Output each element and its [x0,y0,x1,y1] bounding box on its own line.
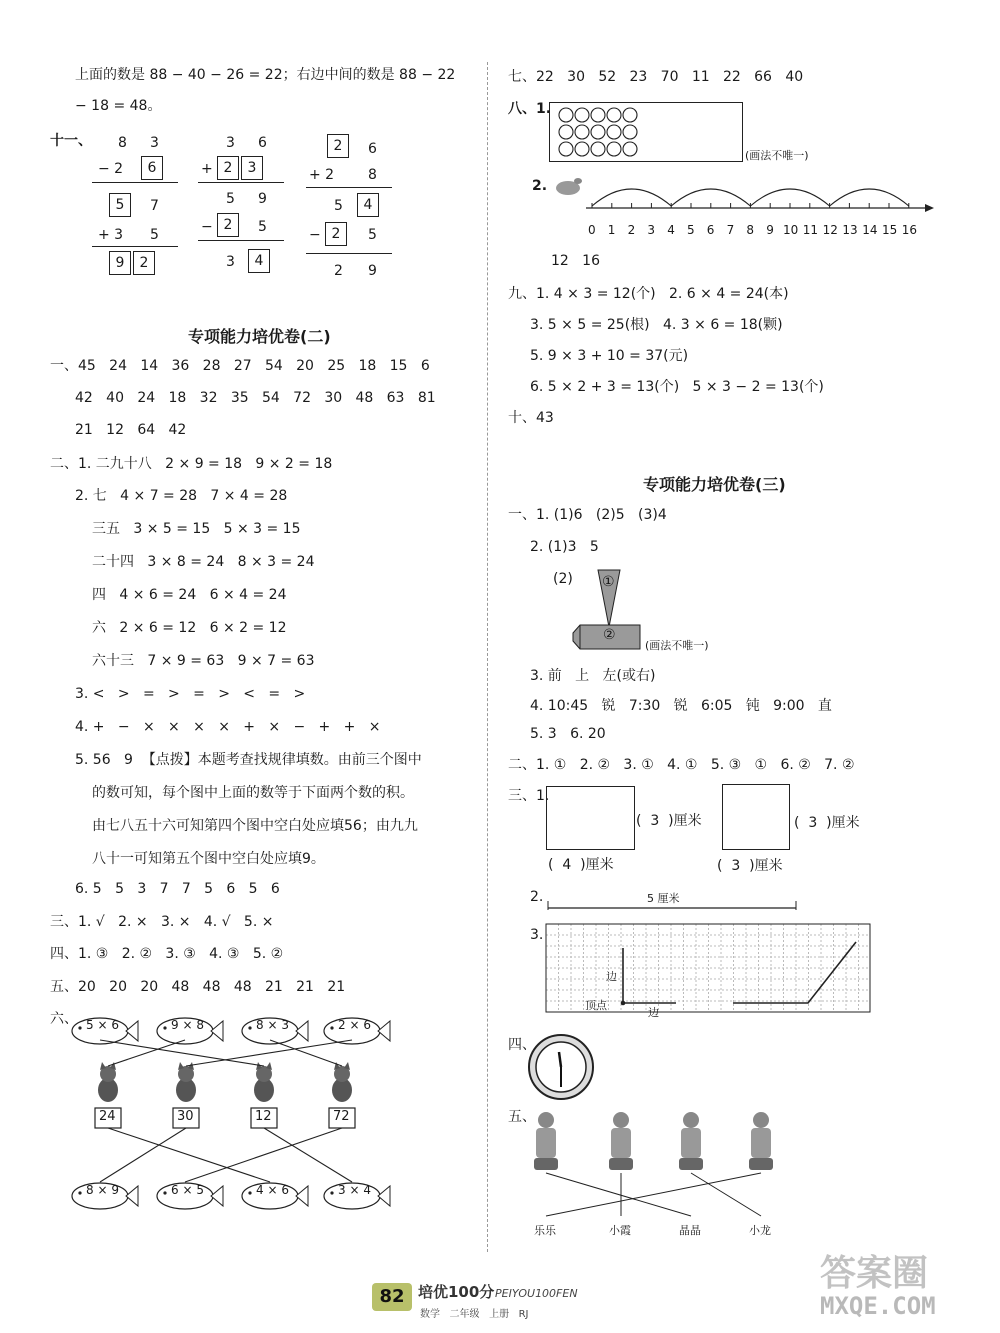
rect-b-side: ( 3 )厘米 [794,815,860,831]
q10: 十、43 [508,410,554,426]
shape-number-1: ① [602,574,615,590]
r3-2-label: 2. [530,889,544,905]
circle-mark [559,125,573,139]
person-icon [534,1112,558,1170]
calc-line [306,253,392,254]
tick-label: 12 [822,223,838,237]
name-label: 小霞 [609,1224,631,1237]
calc-line [92,246,178,247]
brand-name: 培优100分 [418,1283,495,1301]
cat-number: 30 [177,1109,194,1124]
tick-label: 1 [607,223,616,237]
circle-mark [559,108,573,122]
s2-q5b: 的数可知，每个图中上面的数等于下面两个数的积。 [92,785,414,801]
s3-answers: 三、1. √ 2. × 3. × 4. √ 5. × [50,914,274,930]
cat-icon [332,1062,352,1102]
r4-label: 四、 [508,1037,536,1053]
match-line [100,1128,186,1182]
circle-mark [623,125,637,139]
tick-label: 4 [667,223,675,237]
vertex-label: 顶点 [585,999,607,1012]
cat-number: 12 [255,1109,272,1124]
tick-label: 16 [901,223,918,237]
s2-q1: 二、1. 二九十八 2 × 9 = 18 9 × 2 = 18 [50,456,333,472]
circle-mark [591,108,605,122]
answer-box: 5 [109,193,131,217]
circle-mark [591,142,605,156]
r3-1-label: 三、1. [508,788,550,804]
q7-answers: 七、22 30 52 23 70 11 22 66 40 [508,69,804,85]
person-icon [609,1112,633,1170]
digit: 9 [258,191,267,207]
r1-4: 4. 10:45 锐 7:30 锐 6:05 钝 9:00 直 [530,698,832,714]
calc-line [92,182,178,183]
q8-note: (画法不唯一) [745,149,809,162]
shape-number-2: ② [603,627,616,643]
q9-3: 3. 5 × 5 = 25(根) 4. 3 × 6 = 18(颗) [530,317,783,333]
s2-q2d: 四 4 × 6 = 24 6 × 4 = 24 [92,587,287,603]
r1-3: 3. 前 上 左(或右) [530,668,656,684]
intro-line-1: 上面的数是 88 − 40 − 26 = 22；右边中间的数是 88 − 22 [75,67,456,83]
s2-q5d: 八十一可知第五个图中空白处应填9。 [92,851,325,867]
digit: 3 [226,135,235,151]
s2-q4: 4. + − × × × × + × − + + × [75,719,381,735]
edge-label-2: 边 [648,1006,659,1019]
q11-label: 十一、 [50,133,92,149]
calc-line [198,182,284,183]
tick-label: 3 [647,223,656,237]
s2-q5a: 5. 56 9 【点拨】本题考查找规律填数。由前三个图中 [75,752,422,768]
calc-line [198,240,284,241]
circle-mark [591,125,605,139]
q9-6: 6. 5 × 2 + 3 = 13(个) 5 × 3 − 2 = 13(个) [530,379,824,395]
answer-box: 2 [325,222,347,246]
circle-mark [559,142,573,156]
digit: 5 [258,219,267,235]
digit: 8 [118,135,127,151]
cat-icon [176,1062,196,1102]
name-label: 乐乐 [534,1224,556,1237]
q8-2-answer: 12 16 [551,253,600,269]
name-label: 小龙 [749,1224,771,1237]
intro-line-2: − 18 = 48。 [75,98,162,114]
match-line [546,1173,691,1216]
answer-box: 2 [327,134,349,158]
answer-box: 2 [217,213,239,237]
operator: + 3 [98,227,124,243]
digit: 5 [226,191,235,207]
fish-top-label: 9 × 8 [171,1018,204,1032]
cat-icon [254,1062,274,1102]
cat-number: 72 [333,1109,350,1124]
tick-label: 11 [802,223,819,237]
match-line [270,1040,342,1066]
fish-bottom-label: 6 × 5 [171,1183,204,1197]
clock-icon [526,1032,596,1102]
tick-label: 15 [882,223,898,237]
section-title-3: 专项能力培优卷(三) [643,475,786,494]
answer-box: 4 [357,193,379,217]
s2-q2f: 六十三 7 × 9 = 63 9 × 7 = 63 [92,653,315,669]
s2-q3: 3. < > = > = > < = > [75,686,306,702]
q8-1-label: 八、1. [508,101,552,117]
obtuse-angle [733,942,856,1003]
answer-box: 4 [248,249,270,273]
person-icon [679,1112,703,1170]
r1-1: 一、1. (1)6 (2)5 (3)4 [508,507,667,523]
tick-label: 5 [687,223,695,237]
match-line [108,1040,185,1066]
digit: 5 [334,198,343,214]
tick-label: 14 [862,223,878,237]
circle-mark [607,142,621,156]
fish-bottom-label: 8 × 9 [86,1183,119,1197]
circle-mark [575,108,589,122]
s2-q5c: 由七八五十六可知第四个图中空白处应填56；由九九 [92,818,418,834]
rect-a-bottom: ( 4 )厘米 [548,857,614,873]
fish-bottom-label: 3 × 4 [338,1183,371,1197]
s1-row2: 42 40 24 18 32 35 54 72 30 48 63 81 [75,390,436,406]
digit: 9 [368,263,377,279]
r3-3-label: 3. [530,927,544,943]
digit: 3 [226,254,235,270]
fish-bottom-label: 4 × 6 [256,1183,289,1197]
person-icon [749,1112,773,1170]
r5-label: 五、 [508,1109,536,1125]
operator: − 2 [98,161,124,177]
name-label: 晶晶 [679,1224,701,1237]
r2-answers: 二、1. ① 2. ② 3. ① 4. ① 5. ③ ① 6. ② 7. ② [508,757,855,773]
digit: 5 [150,227,159,243]
operator: + 2 [309,167,335,183]
digit: 2 [334,263,343,279]
digit: 6 [258,135,267,151]
match-line [185,1128,342,1182]
s2-q2e: 六 2 × 6 = 12 6 × 2 = 12 [92,620,287,636]
operator: − [309,227,321,243]
rectangle-a [546,786,635,850]
circle-mark [575,142,589,156]
brand-sub: 数学 二年级 上册 RJ [420,1309,529,1320]
fish-top-label: 8 × 3 [256,1018,289,1032]
view-matching [526,1108,796,1233]
match-line [691,1173,761,1216]
segment-label: 5 厘米 [647,892,680,905]
digit: 8 [368,167,377,183]
s6-label: 六、 [50,1011,78,1027]
s4-answers: 四、1. ③ 2. ② 3. ③ 4. ③ 5. ② [50,946,284,962]
tick-label: 2 [627,223,636,237]
tick-label: 7 [726,223,735,237]
answer-box: 6 [141,156,163,180]
s2-q2a: 2. 七 4 × 7 = 28 7 × 4 = 28 [75,488,288,504]
q9-5: 5. 9 × 3 + 10 = 37(元) [530,348,689,364]
answer-box: 2 [133,251,155,275]
r1-2: 2. (1)3 5 [530,539,599,555]
tick-label: 13 [842,223,858,237]
arrow-head-icon [925,204,934,212]
s1-row3: 21 12 64 42 [75,422,187,438]
tick-label: 9 [766,223,774,237]
tick-label: 10 [783,223,799,237]
answer-box: 2 [217,156,239,180]
rect-a-side: ( 3 )厘米 [636,813,702,829]
match-line [108,1128,270,1182]
edge-label-1: 边 [606,970,617,983]
s2-q6: 6. 5 5 3 7 7 5 6 5 6 [75,881,280,897]
square-b [722,784,790,850]
digit: 5 [368,227,377,243]
rect-b-bottom: ( 3 )厘米 [717,858,783,874]
circle-mark [623,142,637,156]
operator: + [201,161,213,177]
watermark-url: MXQE.COM [820,1292,936,1320]
s2-q2c: 二十四 3 × 8 = 24 8 × 3 = 24 [92,554,315,570]
answer-box: 9 [109,251,131,275]
circle-mark [607,108,621,122]
match-line [264,1128,352,1182]
s2-q2b: 三五 3 × 5 = 15 5 × 3 = 15 [92,521,301,537]
operator: − [201,219,213,235]
circles-grid [556,105,646,163]
rabbit-head-icon [574,178,582,184]
tick-label: 0 [588,223,596,237]
digit: 7 [150,198,159,214]
section-title-2: 专项能力培优卷(二) [188,327,331,346]
r1-note: (画法不唯一) [645,639,709,652]
fish-top-label: 2 × 6 [338,1018,371,1032]
q9-1: 九、1. 4 × 3 = 12(个) 2. 6 × 4 = 24(本) [508,286,789,302]
watermark-logo: 答案圈 [820,1253,929,1294]
digit: 3 [150,135,159,151]
right-angle [623,948,676,1003]
circles-box [549,102,743,162]
brand-en: PEIYOU100FEN [495,1287,578,1300]
s5-answers: 五、20 20 20 48 48 48 21 21 21 [50,979,346,995]
column-divider [487,62,488,1252]
circle-mark [575,125,589,139]
cat-icon [98,1062,118,1102]
r1-5: 5. 3 6. 20 [530,726,606,742]
circle-mark [623,108,637,122]
cat-number: 24 [99,1109,116,1124]
s1-row1: 一、45 24 14 36 28 27 54 20 25 18 15 6 [50,358,430,374]
vertex-dot [621,1001,626,1006]
fish-top-label: 5 × 6 [86,1018,119,1032]
calc-line [306,187,392,188]
tick-label: 6 [706,223,715,237]
answer-box: 3 [241,156,263,180]
circle-mark [607,125,621,139]
r1-2b: (2) [553,571,573,587]
digit: 6 [368,141,377,157]
page-number: 82 [372,1283,412,1311]
q8-2-label: 2. [532,178,548,194]
match-line [546,1173,761,1216]
tick-label: 8 [746,223,755,237]
